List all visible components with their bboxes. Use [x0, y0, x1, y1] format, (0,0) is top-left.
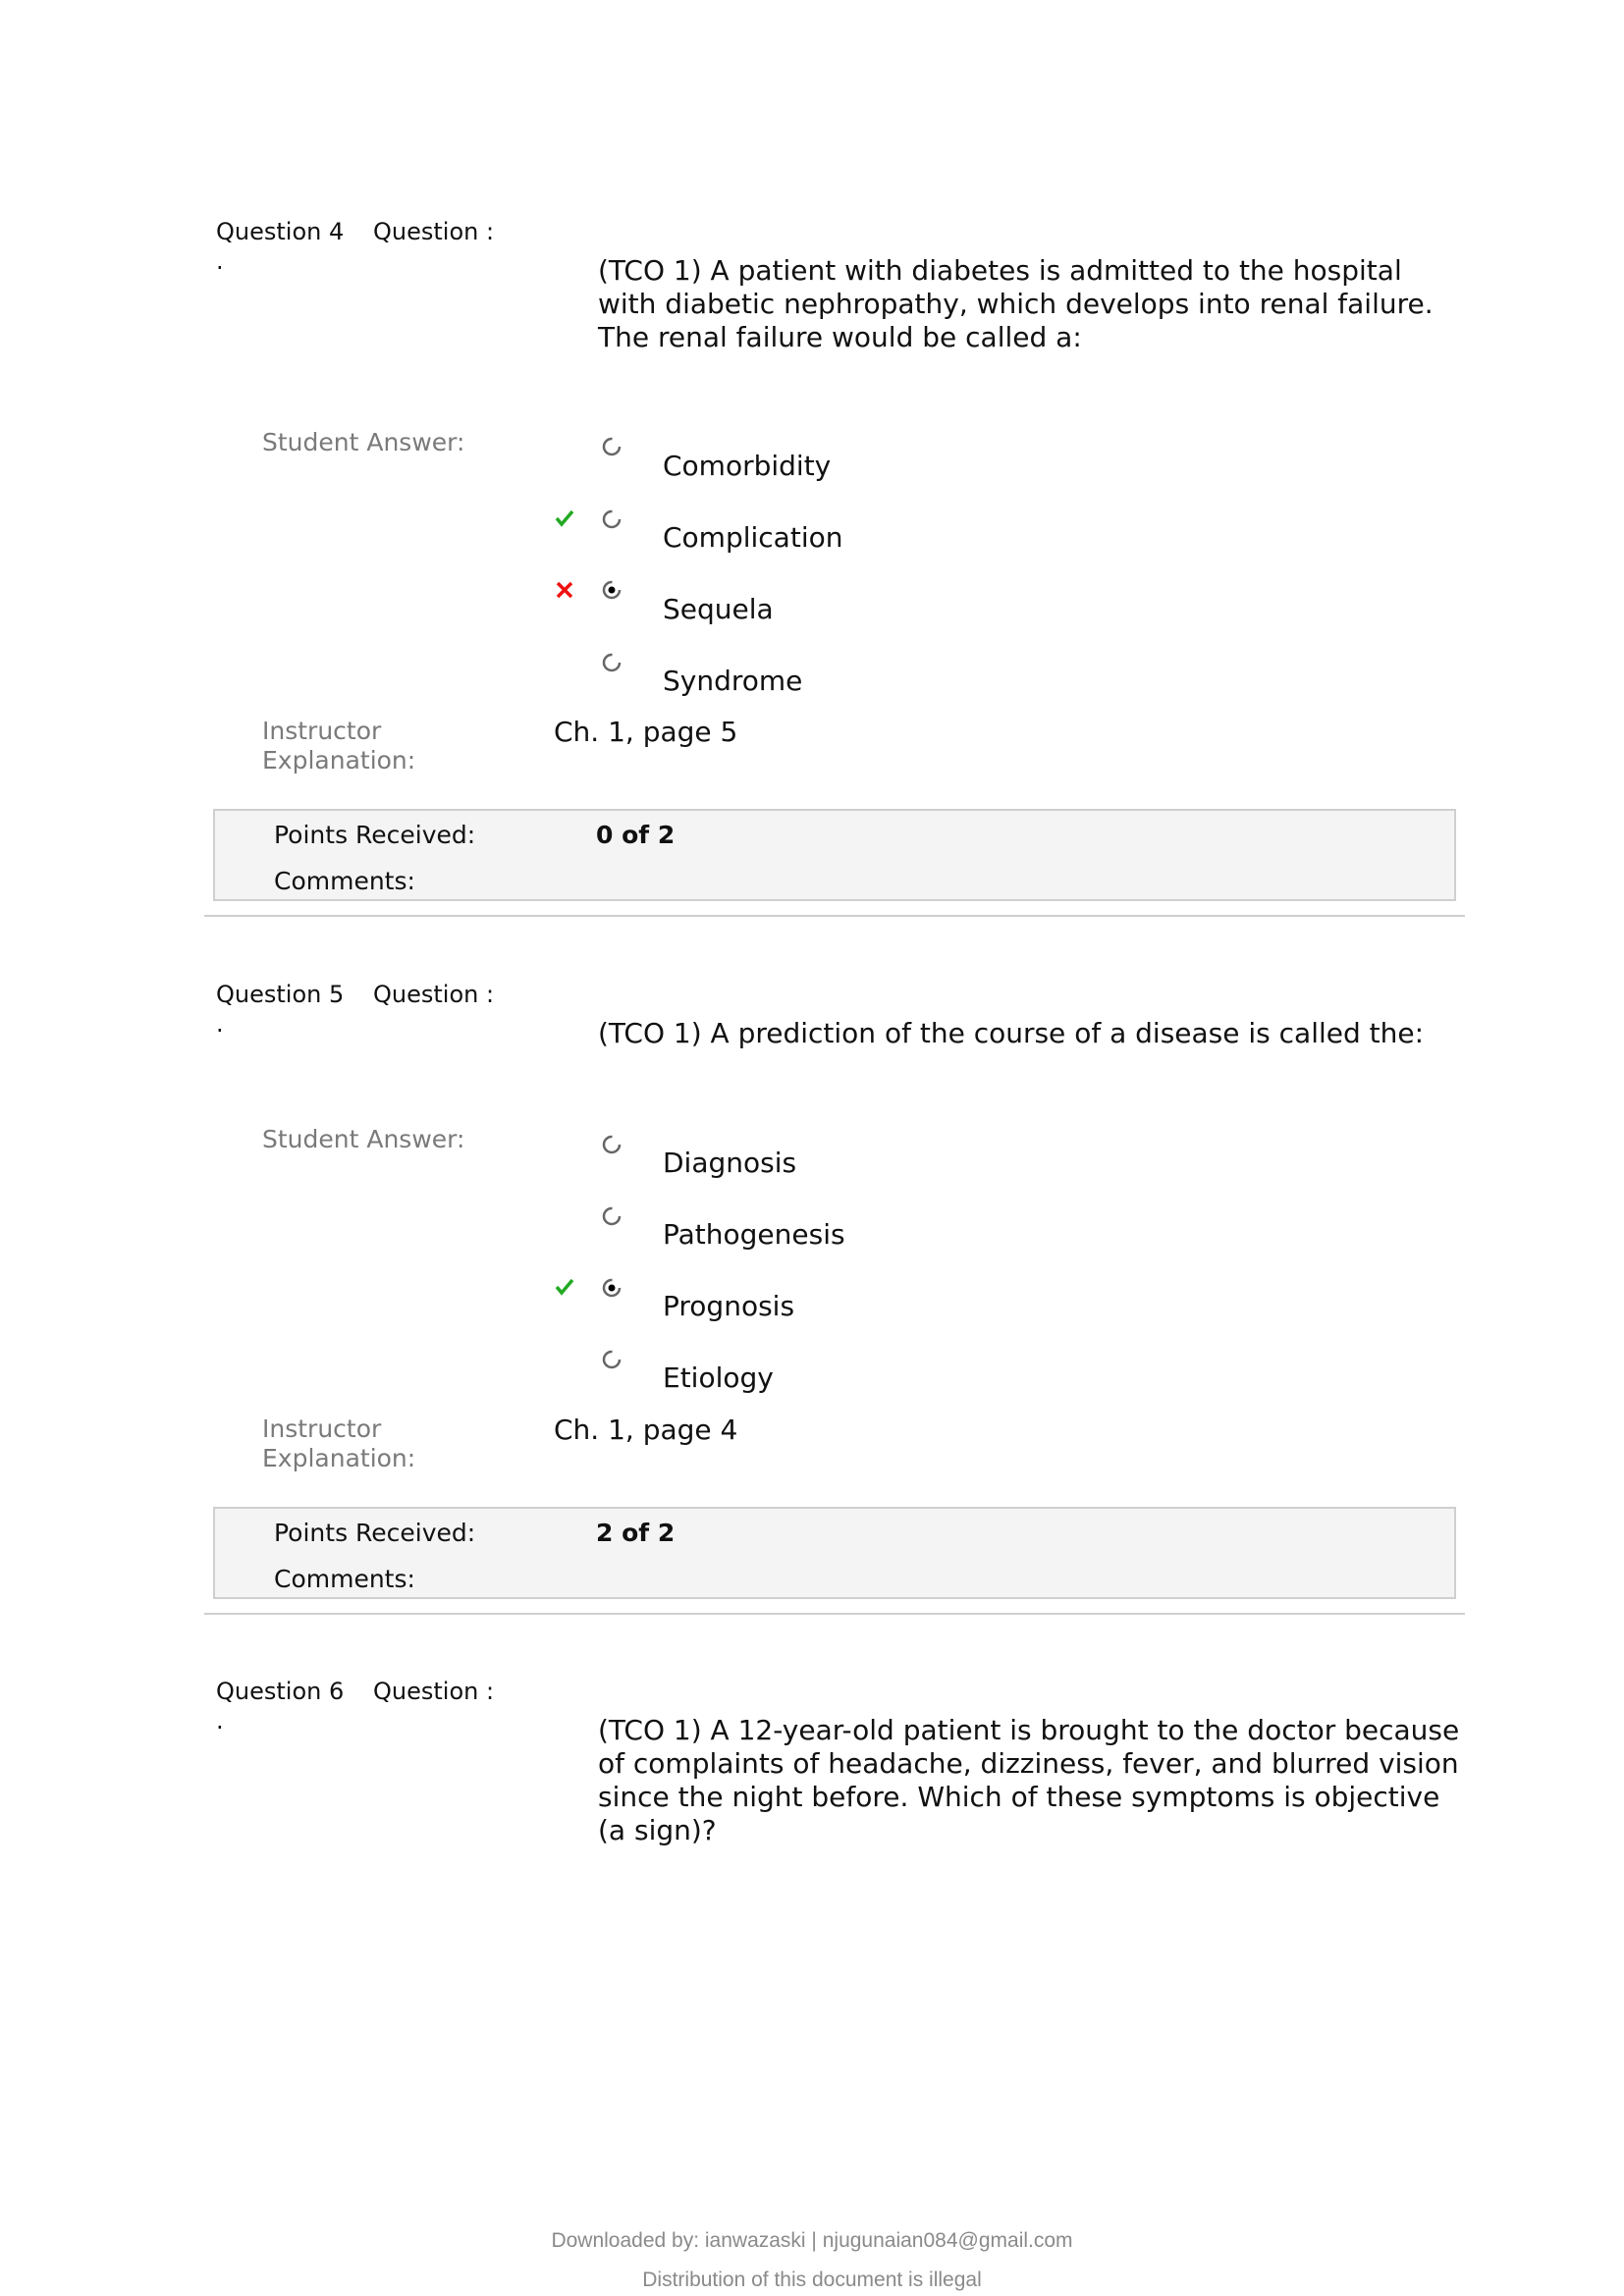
answer-option[interactable]: Sequela	[663, 593, 774, 625]
question-dot: .	[216, 1707, 224, 1735]
question-number: Question 5	[216, 981, 345, 1008]
radio-icon[interactable]	[601, 1205, 623, 1227]
divider	[204, 1613, 1465, 1615]
footer-notice: Distribution of this document is illegal	[642, 2269, 982, 2291]
radio-icon[interactable]	[601, 652, 623, 673]
question-dot: .	[216, 1010, 224, 1038]
answer-option[interactable]: Syndrome	[663, 665, 803, 697]
comments-label: Comments:	[274, 1565, 415, 1593]
points-value: 0 of 2	[596, 821, 676, 849]
check-icon	[554, 507, 575, 529]
question-text: (TCO 1) A 12-year-old patient is brought to the doctor because of complaints of headache, dizziness, fever, and blurred vision since the night before. Which of these symptoms is objective (a sign)?	[598, 1714, 1460, 1846]
question-label: Question :	[373, 981, 495, 1008]
question-number: Question 6	[216, 1678, 345, 1705]
points-value: 2 of 2	[596, 1519, 676, 1547]
x-icon	[554, 579, 575, 601]
instructor-explanation-label: Instructor Explanation:	[262, 717, 416, 774]
radio-icon[interactable]	[601, 1277, 623, 1299]
footer-downloaded-by: Downloaded by: ianwazaski | njugunaian084@gmail.com	[551, 2229, 1073, 2252]
answer-option[interactable]: Etiology	[663, 1362, 774, 1394]
question-number: Question 4	[216, 218, 345, 245]
explanation-text: Ch. 1, page 5	[554, 716, 738, 748]
radio-icon[interactable]	[601, 1134, 623, 1155]
student-answer-label: Student Answer:	[262, 1125, 465, 1153]
question-text: (TCO 1) A prediction of the course of a disease is called the:	[598, 1017, 1425, 1049]
student-answer-label: Student Answer:	[262, 428, 465, 456]
divider	[204, 915, 1465, 917]
answer-option[interactable]: Complication	[663, 521, 843, 554]
question-label: Question :	[373, 218, 495, 245]
instructor-explanation-label: Instructor Explanation:	[262, 1415, 416, 1472]
radio-icon[interactable]	[601, 508, 623, 530]
radio-icon[interactable]	[601, 1349, 623, 1370]
points-box	[213, 809, 1456, 901]
answer-option[interactable]: Prognosis	[663, 1290, 795, 1322]
question-dot: .	[216, 247, 224, 275]
points-box	[213, 1507, 1456, 1599]
radio-icon[interactable]	[601, 579, 623, 601]
radio-icon[interactable]	[601, 436, 623, 457]
points-label: Points Received:	[274, 1519, 476, 1547]
question-label: Question :	[373, 1678, 495, 1705]
points-label: Points Received:	[274, 821, 476, 849]
answer-option[interactable]: Comorbidity	[663, 450, 832, 482]
question-text: (TCO 1) A patient with diabetes is admitted to the hospital with diabetic nephropathy, which develops into renal failure. The renal failure would be called a:	[598, 254, 1434, 353]
answer-option[interactable]: Pathogenesis	[663, 1218, 845, 1251]
comments-label: Comments:	[274, 867, 415, 895]
explanation-text: Ch. 1, page 4	[554, 1414, 738, 1446]
check-icon	[554, 1276, 575, 1298]
answer-option[interactable]: Diagnosis	[663, 1147, 797, 1179]
